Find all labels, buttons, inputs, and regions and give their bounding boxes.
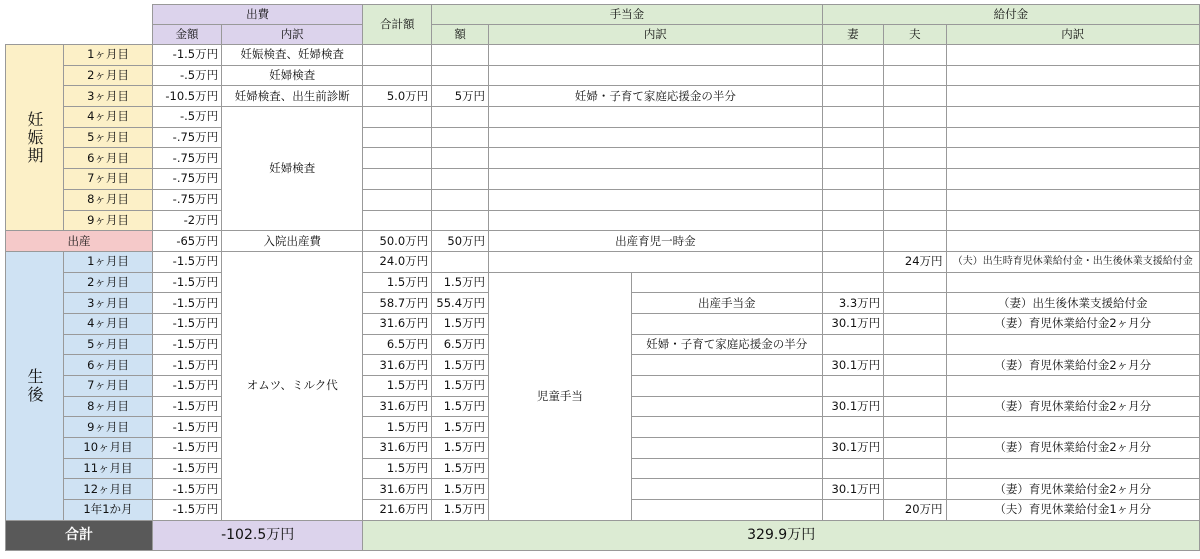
table-row xyxy=(6,210,1200,231)
benefit-husband xyxy=(884,458,946,479)
allowance-amount xyxy=(432,45,489,66)
benefit-detail xyxy=(946,417,1199,438)
row-label: 6ヶ月目 xyxy=(64,355,153,376)
benefit-wife xyxy=(822,272,883,293)
table-row xyxy=(6,189,1200,210)
benefit-detail xyxy=(946,107,1199,128)
allowance-detail xyxy=(489,148,823,169)
total-amount: 24.0万円 xyxy=(363,251,432,272)
benefit-wife xyxy=(822,231,883,252)
benefit-husband xyxy=(884,148,946,169)
row-label: 12ヶ月目 xyxy=(64,479,153,500)
benefit-husband xyxy=(884,127,946,148)
benefit-detail xyxy=(946,231,1199,252)
benefit-husband xyxy=(884,396,946,417)
allowance-detail xyxy=(489,169,823,190)
benefit-wife xyxy=(822,458,883,479)
allowance-amount: 1.5万円 xyxy=(432,458,489,479)
row-label: 5ヶ月目 xyxy=(64,334,153,355)
benefit-detail xyxy=(946,45,1199,66)
allowance-child: 児童手当 xyxy=(489,272,632,520)
expense-amount: -1.5万円 xyxy=(152,376,221,397)
benefit-husband xyxy=(884,272,946,293)
table-row xyxy=(6,127,1200,148)
expense-amount: -1.5万円 xyxy=(152,293,221,314)
expense-amount: -1.5万円 xyxy=(152,251,221,272)
table-row xyxy=(6,251,1200,272)
expense-amount: -1.5万円 xyxy=(152,438,221,459)
row-label: 5ヶ月目 xyxy=(64,127,153,148)
total-amount xyxy=(363,210,432,231)
total-amount: 31.6万円 xyxy=(363,438,432,459)
detail-header: 内訳 xyxy=(222,25,363,45)
expense-detail: 妊娠検査、妊婦検査 xyxy=(222,45,363,66)
allowance-detail-2 xyxy=(631,438,822,459)
benefit-husband xyxy=(884,231,946,252)
expense-amount: -.5万円 xyxy=(152,107,221,128)
total-amount: 5.0万円 xyxy=(363,86,432,107)
benefit-husband xyxy=(884,479,946,500)
allowance-amount xyxy=(432,210,489,231)
allowance-amount xyxy=(432,107,489,128)
benefit-detail xyxy=(946,210,1199,231)
allowance-detail xyxy=(489,65,823,86)
allowance-amount xyxy=(432,251,489,272)
row-label: 1年1か月 xyxy=(64,500,153,521)
allowance-amount xyxy=(432,65,489,86)
allowance-detail-2 xyxy=(631,396,822,417)
totals-income: 329.9万円 xyxy=(363,520,1200,550)
total-amount: 31.6万円 xyxy=(363,479,432,500)
allowance-detail xyxy=(489,107,823,128)
total-amount: 1.5万円 xyxy=(363,376,432,397)
total-amount xyxy=(363,169,432,190)
total-amount: 1.5万円 xyxy=(363,272,432,293)
benefit-wife xyxy=(822,189,883,210)
group-pregnancy: 妊娠期 xyxy=(6,45,64,231)
allowance-detail-2 xyxy=(631,272,822,293)
benefit-husband xyxy=(884,210,946,231)
allowance-detail-2: 出産手当金 xyxy=(631,293,822,314)
total-amount xyxy=(363,45,432,66)
allowance-amount xyxy=(432,127,489,148)
total-amount: 50.0万円 xyxy=(363,231,432,252)
allowance-detail-2 xyxy=(631,313,822,334)
allowance-detail-2: 妊婦・子育て家庭応援金の半分 xyxy=(631,334,822,355)
total-amount: 1.5万円 xyxy=(363,417,432,438)
benefit-husband xyxy=(884,334,946,355)
allowance-amount: 1.5万円 xyxy=(432,438,489,459)
expense-amount: -1.5万円 xyxy=(152,396,221,417)
benefit-wife xyxy=(822,376,883,397)
allowance-amount: 1.5万円 xyxy=(432,313,489,334)
benefit-wife xyxy=(822,45,883,66)
benefit-detail xyxy=(946,148,1199,169)
expense-amount: -2万円 xyxy=(152,210,221,231)
expense-detail: 入院出産費 xyxy=(222,231,363,252)
benefit-wife xyxy=(822,86,883,107)
benefit-detail: （夫）出生時育児休業給付金・出生後休業支援給付金 xyxy=(946,251,1199,272)
total-amount xyxy=(363,189,432,210)
benefit-husband xyxy=(884,438,946,459)
benefit-wife xyxy=(822,169,883,190)
table-row xyxy=(6,148,1200,169)
allowance-amount-header: 額 xyxy=(432,25,489,45)
table-row xyxy=(6,231,1200,252)
benefit-husband xyxy=(884,65,946,86)
totals-row xyxy=(6,520,1200,550)
benefit-wife xyxy=(822,334,883,355)
group-postnatal: 生後 xyxy=(6,251,64,520)
allowance-detail-2 xyxy=(631,479,822,500)
allowance-amount: 1.5万円 xyxy=(432,500,489,521)
total-amount: 31.6万円 xyxy=(363,355,432,376)
expense-amount: -10.5万円 xyxy=(152,86,221,107)
benefit-wife xyxy=(822,417,883,438)
benefit-detail xyxy=(946,272,1199,293)
allowance-amount: 1.5万円 xyxy=(432,396,489,417)
row-label: 9ヶ月目 xyxy=(64,210,153,231)
row-label: 1ヶ月目 xyxy=(64,251,153,272)
total-amount: 31.6万円 xyxy=(363,313,432,334)
benefit-detail xyxy=(946,169,1199,190)
expense-amount: -.5万円 xyxy=(152,65,221,86)
expense-header: 出費 xyxy=(152,5,362,25)
expense-amount: -1.5万円 xyxy=(152,417,221,438)
expense-detail: 妊婦検査、出生前診断 xyxy=(222,86,363,107)
benefit-detail xyxy=(946,127,1199,148)
allowance-detail xyxy=(489,210,823,231)
allowance-detail xyxy=(489,45,823,66)
benefit-detail: （夫）育児休業給付金1ヶ月分 xyxy=(946,500,1199,521)
expense-amount: -.75万円 xyxy=(152,169,221,190)
benefit-detail xyxy=(946,376,1199,397)
benefit-husband xyxy=(884,86,946,107)
row-label: 4ヶ月目 xyxy=(64,107,153,128)
expense-detail-checkup: 妊婦検査 xyxy=(222,107,363,231)
budget-table xyxy=(5,4,1200,551)
benefit-husband xyxy=(884,169,946,190)
benefit-wife: 30.1万円 xyxy=(822,313,883,334)
expense-amount: -65万円 xyxy=(152,231,221,252)
allowance-detail: 出産育児一時金 xyxy=(489,231,823,252)
total-amount: 6.5万円 xyxy=(363,334,432,355)
allowance-detail-2 xyxy=(631,417,822,438)
row-label: 6ヶ月目 xyxy=(64,148,153,169)
allowance-amount: 1.5万円 xyxy=(432,272,489,293)
allowance-detail xyxy=(489,251,823,272)
benefit-wife: 30.1万円 xyxy=(822,396,883,417)
row-label: 2ヶ月目 xyxy=(64,65,153,86)
benefit-detail: （妻）出生後休業支援給付金 xyxy=(946,293,1199,314)
row-label: 3ヶ月目 xyxy=(64,293,153,314)
expense-amount: -1.5万円 xyxy=(152,458,221,479)
expense-amount: -1.5万円 xyxy=(152,500,221,521)
benefit-wife: 30.1万円 xyxy=(822,355,883,376)
allowance-amount xyxy=(432,148,489,169)
table-row xyxy=(6,169,1200,190)
total-header: 合計額 xyxy=(363,5,432,45)
benefit-husband xyxy=(884,417,946,438)
benefit-wife xyxy=(822,127,883,148)
allowance-amount: 1.5万円 xyxy=(432,479,489,500)
row-label: 11ヶ月目 xyxy=(64,458,153,479)
total-amount: 31.6万円 xyxy=(363,396,432,417)
row-label: 2ヶ月目 xyxy=(64,272,153,293)
allowance-amount xyxy=(432,189,489,210)
allowance-amount xyxy=(432,169,489,190)
row-label: 出産 xyxy=(6,231,153,252)
allowance-detail-2 xyxy=(631,458,822,479)
row-label: 7ヶ月目 xyxy=(64,169,153,190)
expense-amount: -1.5万円 xyxy=(152,355,221,376)
benefit-husband xyxy=(884,355,946,376)
benefit-wife: 3.3万円 xyxy=(822,293,883,314)
amount-header: 金額 xyxy=(152,25,221,45)
row-label: 1ヶ月目 xyxy=(64,45,153,66)
table-row xyxy=(6,65,1200,86)
benefit-wife xyxy=(822,65,883,86)
husband-header: 夫 xyxy=(884,25,946,45)
expense-amount: -1.5万円 xyxy=(152,334,221,355)
expense-amount: -1.5万円 xyxy=(152,479,221,500)
corner-cell xyxy=(6,5,153,45)
allowance-header: 手当金 xyxy=(432,5,823,25)
table-row xyxy=(6,107,1200,128)
benefit-wife: 30.1万円 xyxy=(822,479,883,500)
total-amount: 21.6万円 xyxy=(363,500,432,521)
expense-detail: 妊婦検査 xyxy=(222,65,363,86)
total-amount: 58.7万円 xyxy=(363,293,432,314)
row-label: 4ヶ月目 xyxy=(64,313,153,334)
total-amount xyxy=(363,107,432,128)
row-label: 7ヶ月目 xyxy=(64,376,153,397)
allowance-detail xyxy=(489,189,823,210)
expense-amount: -1.5万円 xyxy=(152,45,221,66)
row-label: 8ヶ月目 xyxy=(64,396,153,417)
benefit-detail: （妻）育児休業給付金2ヶ月分 xyxy=(946,396,1199,417)
total-amount xyxy=(363,148,432,169)
expense-amount: -.75万円 xyxy=(152,127,221,148)
allowance-detail xyxy=(489,127,823,148)
table-row xyxy=(6,45,1200,66)
row-label: 10ヶ月目 xyxy=(64,438,153,459)
benefit-husband: 20万円 xyxy=(884,500,946,521)
expense-amount: -1.5万円 xyxy=(152,272,221,293)
allowance-detail-2 xyxy=(631,500,822,521)
benefit-wife: 30.1万円 xyxy=(822,438,883,459)
allowance-amount: 6.5万円 xyxy=(432,334,489,355)
allowance-amount: 1.5万円 xyxy=(432,355,489,376)
allowance-amount: 5万円 xyxy=(432,86,489,107)
benefit-detail: （妻）育児休業給付金2ヶ月分 xyxy=(946,479,1199,500)
expense-amount: -.75万円 xyxy=(152,148,221,169)
row-label: 8ヶ月目 xyxy=(64,189,153,210)
row-label: 9ヶ月目 xyxy=(64,417,153,438)
benefit-husband xyxy=(884,107,946,128)
table-row xyxy=(6,272,1200,293)
benefit-header: 給付金 xyxy=(822,5,1199,25)
allowance-detail: 妊婦・子育て家庭応援金の半分 xyxy=(489,86,823,107)
benefit-detail xyxy=(946,189,1199,210)
benefit-detail: （妻）育児休業給付金2ヶ月分 xyxy=(946,313,1199,334)
benefit-detail xyxy=(946,65,1199,86)
total-amount xyxy=(363,127,432,148)
benefit-husband xyxy=(884,376,946,397)
benefit-husband xyxy=(884,293,946,314)
subheader-row xyxy=(6,25,1200,45)
allowance-amount: 55.4万円 xyxy=(432,293,489,314)
header-row xyxy=(6,5,1200,25)
benefit-husband xyxy=(884,45,946,66)
allowance-amount: 1.5万円 xyxy=(432,417,489,438)
wife-header: 妻 xyxy=(822,25,883,45)
benefit-husband xyxy=(884,189,946,210)
allowance-detail-header: 内訳 xyxy=(489,25,823,45)
allowance-detail-2 xyxy=(631,376,822,397)
total-amount xyxy=(363,65,432,86)
total-amount: 1.5万円 xyxy=(363,458,432,479)
benefit-wife xyxy=(822,107,883,128)
benefit-detail xyxy=(946,334,1199,355)
benefit-husband xyxy=(884,313,946,334)
expense-amount: -.75万円 xyxy=(152,189,221,210)
allowance-amount: 50万円 xyxy=(432,231,489,252)
benefit-wife xyxy=(822,251,883,272)
row-label: 3ヶ月目 xyxy=(64,86,153,107)
table-row xyxy=(6,86,1200,107)
benefit-detail xyxy=(946,86,1199,107)
allowance-amount: 1.5万円 xyxy=(432,376,489,397)
benefit-detail xyxy=(946,458,1199,479)
benefit-detail: （妻）育児休業給付金2ヶ月分 xyxy=(946,355,1199,376)
benefit-detail: （妻）育児休業給付金2ヶ月分 xyxy=(946,438,1199,459)
benefit-detail-header: 内訳 xyxy=(946,25,1199,45)
totals-label: 合計 xyxy=(6,520,153,550)
benefit-wife xyxy=(822,500,883,521)
totals-expense: -102.5万円 xyxy=(152,520,362,550)
benefit-wife xyxy=(822,210,883,231)
allowance-detail-2 xyxy=(631,355,822,376)
benefit-husband: 24万円 xyxy=(884,251,946,272)
expense-amount: -1.5万円 xyxy=(152,313,221,334)
expense-detail-diapers: オムツ、ミルク代 xyxy=(222,251,363,520)
benefit-wife xyxy=(822,148,883,169)
